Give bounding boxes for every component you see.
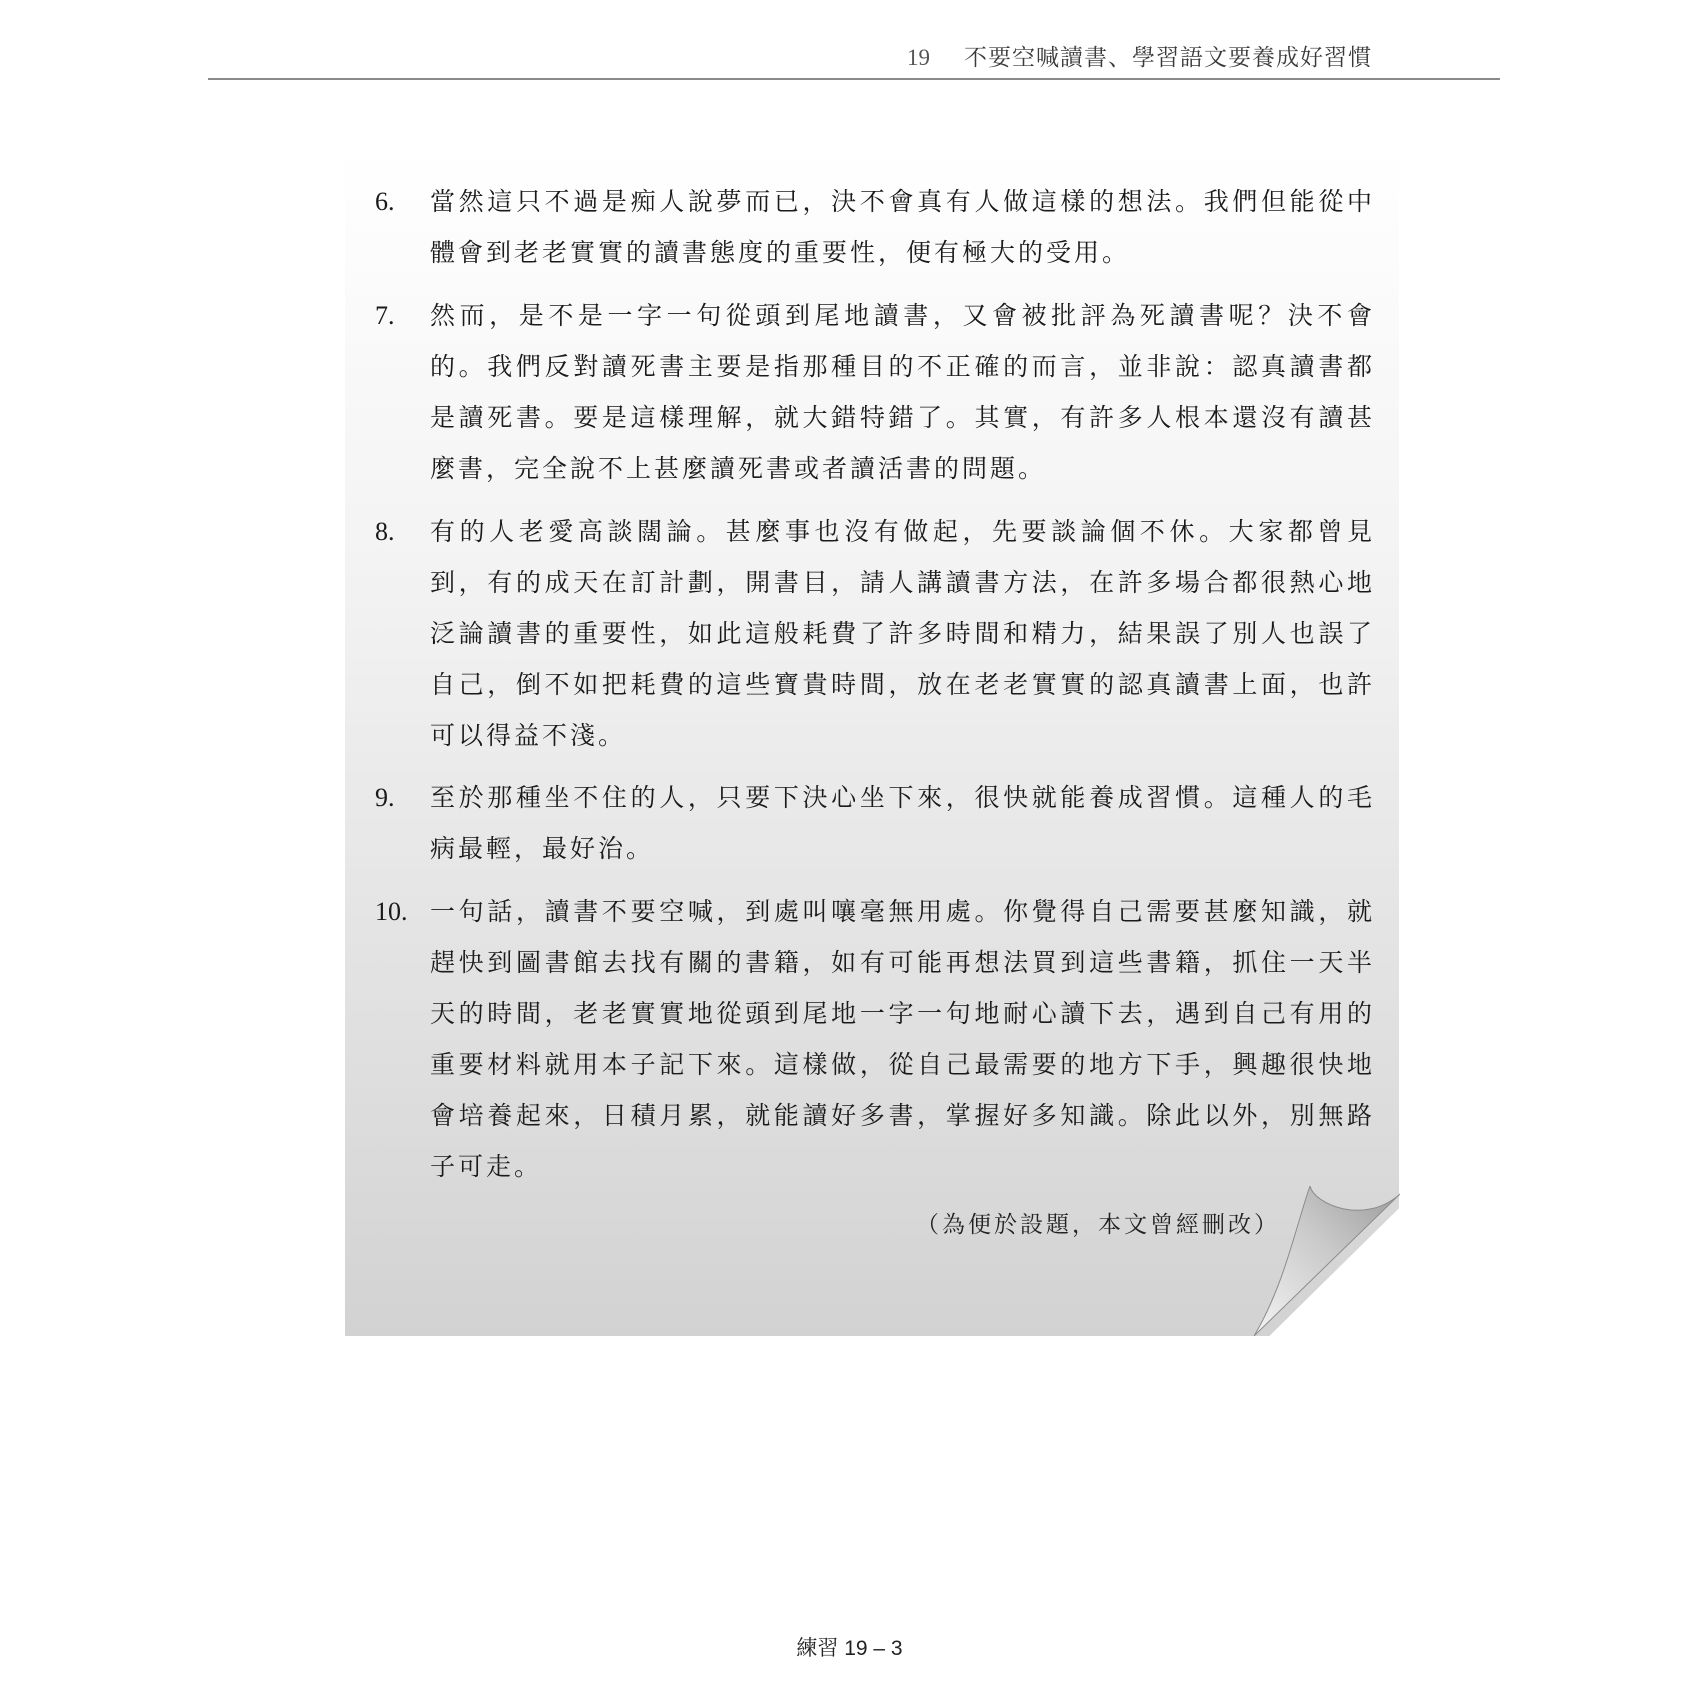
- item-number: 9.: [375, 783, 395, 812]
- running-header: [208, 38, 1500, 80]
- item-number: 10.: [375, 897, 408, 926]
- list-item: [375, 886, 1375, 1192]
- item-text: 有的人老愛高談闊論。甚麼事也沒有做起，先要談論個不休。大家都曾見到，有的成天在訂計劃，開書目，請人講讀書方法，在許多場合都很熱心地泛論讀書的重要性，如此這般耗費了許多時間和精力，結果誤了別人也誤了自己，倒不如把耗費的這些寶貴時間，放在老老實實的認真讀書上面，也許可以得益不淺。: [430, 517, 1375, 750]
- item-number: 7.: [375, 301, 395, 330]
- item-text: 當然這只不過是痴人說夢而已，決不會真有人做這樣的想法。我們但能從中體會到老老實實的讀書態度的重要性，便有極大的受用。: [430, 187, 1375, 267]
- list-item: [375, 772, 1375, 874]
- list-item: [375, 506, 1375, 761]
- item-text: 一句話，讀書不要空喊，到處叫嚷毫無用處。你覺得自己需要甚麼知識，就趕快到圖書館去找有關的書籍，如有可能再想法買到這些書籍，抓住一天半天的時間，老老實實地從頭到尾地一字一句地耐心讀下去，遇到自己有用的重要材料就用本子記下來。這樣做，從自己最需要的地方下手，興趣很快地會培養起來，日積月累，就能讀好多書，掌握好多知識。除此以外，別無路子可走。: [430, 897, 1375, 1181]
- item-text: 然而，是不是一字一句從頭到尾地讀書，又會被批評為死讀書呢？決不會的。我們反對讀死書主要是指那種目的不正確的而言，並非說：認真讀書都是讀死書。要是這樣理解，就大錯特錯了。其實，有許多人根本還沒有讀甚麼書，完全說不上甚麼讀死書或者讀活書的問題。: [430, 301, 1375, 483]
- item-number: 6.: [375, 187, 395, 216]
- footnote: （為便於設題，本文曾經刪改）: [916, 1212, 1280, 1238]
- chapter-number: 19: [907, 45, 930, 70]
- item-text: 至於那種坐不住的人，只要下決心坐下來，很快就能養成習慣。這種人的毛病最輕，最好治。: [430, 783, 1375, 863]
- item-number: 8.: [375, 517, 395, 546]
- list-item: [375, 176, 1375, 278]
- page-number: 練習 19 – 3: [796, 1637, 903, 1660]
- chapter-title: 不要空喊讀書、學習語文要養成好習慣: [964, 45, 1372, 71]
- list-item: [375, 290, 1375, 494]
